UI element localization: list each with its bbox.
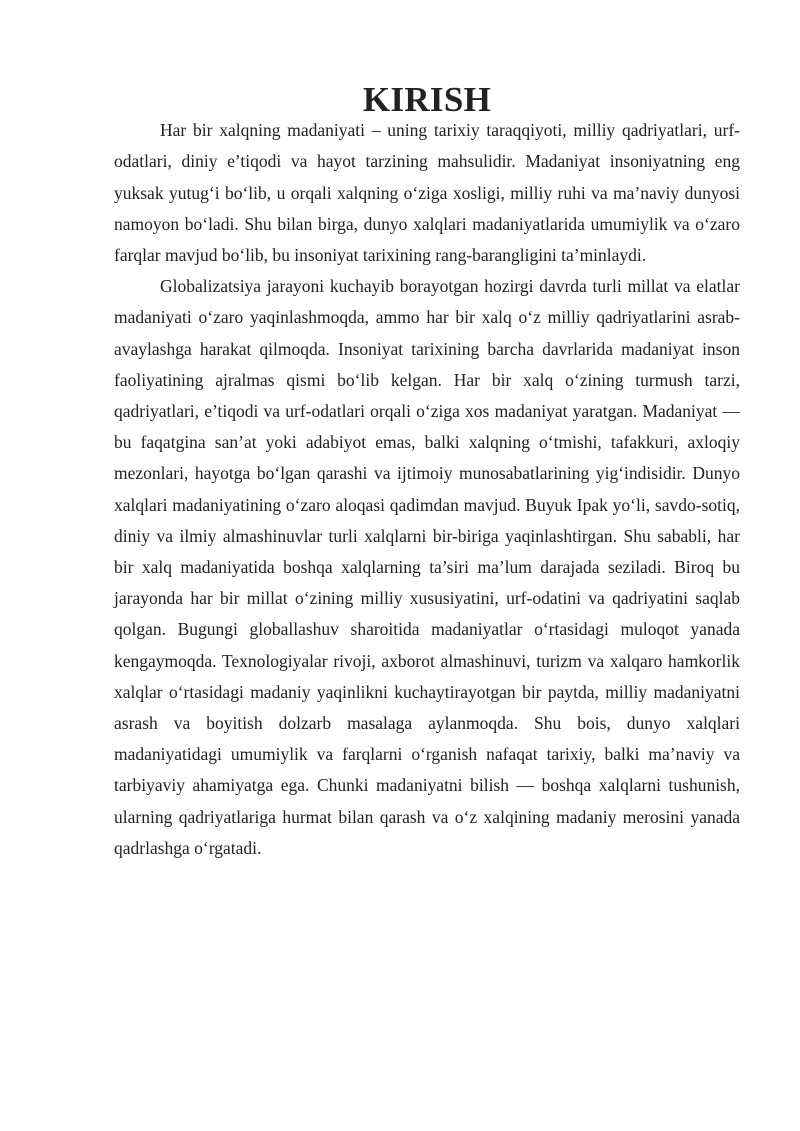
paragraph-globalization: Globalizatsiya jarayoni kuchayib borayotgan hozirgi davrda turli millat va elatlar madaniyati o‘zaro yaqinlashmoqda, ammo har bir xalq o‘z milliy qadriyatlarini asrab-avaylashga harakat qilmoqda. Insoniyat tarixining barcha davrlarida madaniyat inson faoliyatining ajralmas qismi bo‘lib kelgan. Har bir xalq o‘zining turmush tarzi, qadriyatlari, e’tiqodi va urf-odatlari orqali o‘ziga xos madaniyat yaratgan. Madaniyat — bu faqatgina san’at yoki adabiyot emas, balki xalqning o‘tmishi, tafakkuri, axloqiy mezonlari, hayotga bo‘lgan qarashi va ijtimoiy munosabatlarining yig‘indisidir. Dunyo xalqlari madaniyatining o‘zaro aloqasi qadimdan mavjud. Buyuk Ipak yo‘li, savdo-sotiq, diniy va ilmiy almashinuvlar turli xalqlarni bir-biriga yaqinlashtirgan. Shu sababli, har bir xalq madaniyatida boshqa xalqlarning ta’siri ma’lum darajada seziladi. Biroq bu jarayonda har bir millat o‘zining milliy xususiyatini, urf-odatini va qadriyatini saqlab qolgan. Bugungi globallashuv sharoitida madaniyatlar o‘rtasidagi muloqot yanada kengaymoqda. Texnologiyalar rivoji, axborot almashinuvi, turizm va xalqaro hamkorlik xalqlar o‘rtasidagi madaniy yaqinlikni kuchaytirayotgan bir paytda, milliy madaniyatni asrash va boyitish dolzarb masalaga aylanmoqda. Shu bois, dunyo xalqlari madaniyatidagi umumiylik va farqlarni o‘rganish nafaqat tarixiy, balki ma’naviy va tarbiyaviy ahamiyatga ega. Chunki madaniyatni bilish — boshqa xalqlarni tushunish, ularning qadriyatlariga hurmat bilan qarash va o‘z xalqining madaniy merosini yanada qadrlashga o‘rgatadi. (114, 276, 740, 858)
page-title: KIRISH (362, 80, 492, 119)
paragraph-intro: Har bir xalqning madaniyati – uning tarixiy taraqqiyoti, milliy qadriyatlari, urf-odatlari, diniy e’tiqodi va hayot tarzining mahsulidir. Madaniyat insoniyatning eng yuksak yutug‘i bo‘lib, u orqali xalqning o‘ziga xosligi, milliy ruhi va ma’naviy dunyosi namoyon bo‘ladi. Shu bilan birga, dunyo xalqlari madaniyatlarida umumiylik va o‘zaro farqlar mavjud bo‘lib, bu insoniyat tarixining rang-barangligini ta’minlaydi. (114, 120, 740, 266)
document-body (114, 80, 740, 864)
